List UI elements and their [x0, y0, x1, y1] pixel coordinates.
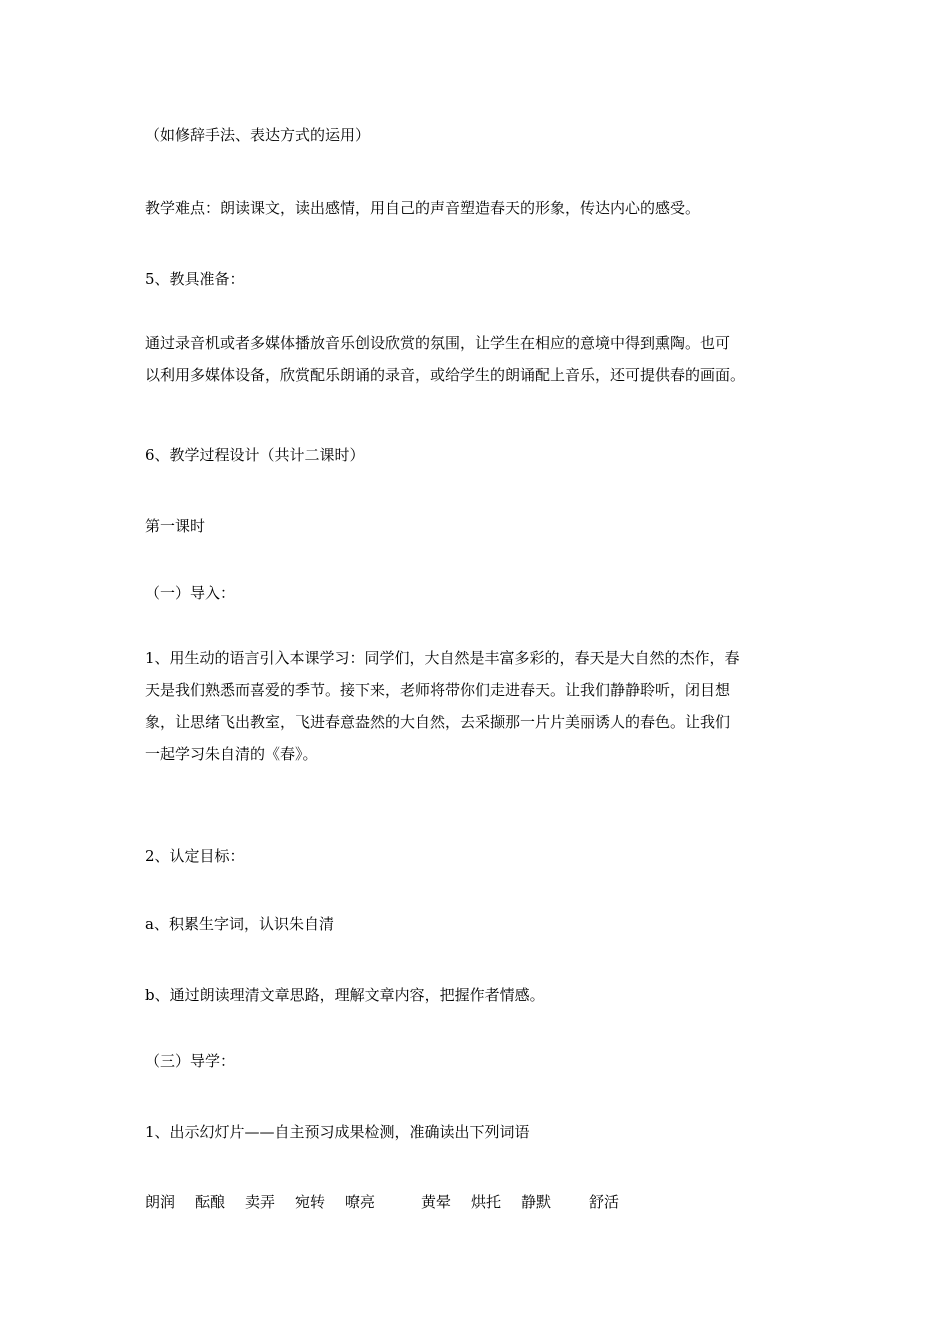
heading-teaching-aids: 5、教具准备：: [145, 270, 245, 288]
heading-process-design: 6、教学过程设计（共计二课时）: [145, 446, 365, 464]
paragraph-introduction: [145, 642, 810, 770]
paragraph-slide-instruction: 1、出示幻灯片——自主预习成果检测，准确读出下列词语: [145, 1123, 530, 1141]
vocabulary-word: 烘托: [471, 1193, 502, 1211]
vocabulary-word: 舒活: [589, 1193, 620, 1211]
paragraph-teaching-aids: [145, 327, 810, 391]
goal-item-a: a、积累生字词，认识朱自清: [145, 915, 334, 933]
heading-set-goals: 2、认定目标：: [145, 847, 245, 865]
text-line: 一起学习朱自清的《春》。: [145, 745, 318, 763]
vocabulary-list: [145, 1186, 810, 1218]
text-line: 以利用多媒体设备，欣赏配乐朗诵的录音，或给学生的朗诵配上音乐，还可提供春的画面。: [145, 366, 746, 384]
vocabulary-word: 卖弄: [245, 1193, 276, 1211]
heading-introduction: （一）导入：: [145, 584, 236, 602]
heading-first-lesson: 第一课时: [145, 517, 206, 535]
text-line: 天是我们熟悉而喜爱的季节。接下来，老师将带你们走进春天。让我们静静聆听，闭目想: [145, 681, 731, 699]
vocabulary-word: 朗润: [145, 1193, 176, 1211]
vocabulary-word: 酝酿: [195, 1193, 226, 1211]
text-line: 通过录音机或者多媒体播放音乐创设欣赏的氛围，让学生在相应的意境中得到熏陶。也可: [145, 334, 731, 352]
vocabulary-word: 黄晕: [421, 1193, 452, 1211]
vocabulary-word: 宛转: [295, 1193, 326, 1211]
paragraph-rhetoric-note: （如修辞手法、表达方式的运用）: [145, 126, 371, 144]
paragraph-teaching-difficulty: 教学难点：朗读课文，读出感情，用自己的声音塑造春天的形象，传达内心的感受。: [145, 199, 701, 217]
vocabulary-word: 嘹亮: [345, 1193, 376, 1211]
text-line: 1、用生动的语言引入本课学习：同学们，大自然是丰富多彩的，春天是大自然的杰作，春: [145, 649, 740, 667]
text-line: 象，让思绪飞出教室，飞进春意盎然的大自然，去采撷那一片片美丽诱人的春色。让我们: [145, 713, 731, 731]
vocabulary-word: 静默: [521, 1193, 552, 1211]
goal-item-b: b、通过朗读理清文章思路，理解文章内容，把握作者情感。: [145, 986, 545, 1004]
heading-guided-study: （三）导学：: [145, 1052, 236, 1070]
